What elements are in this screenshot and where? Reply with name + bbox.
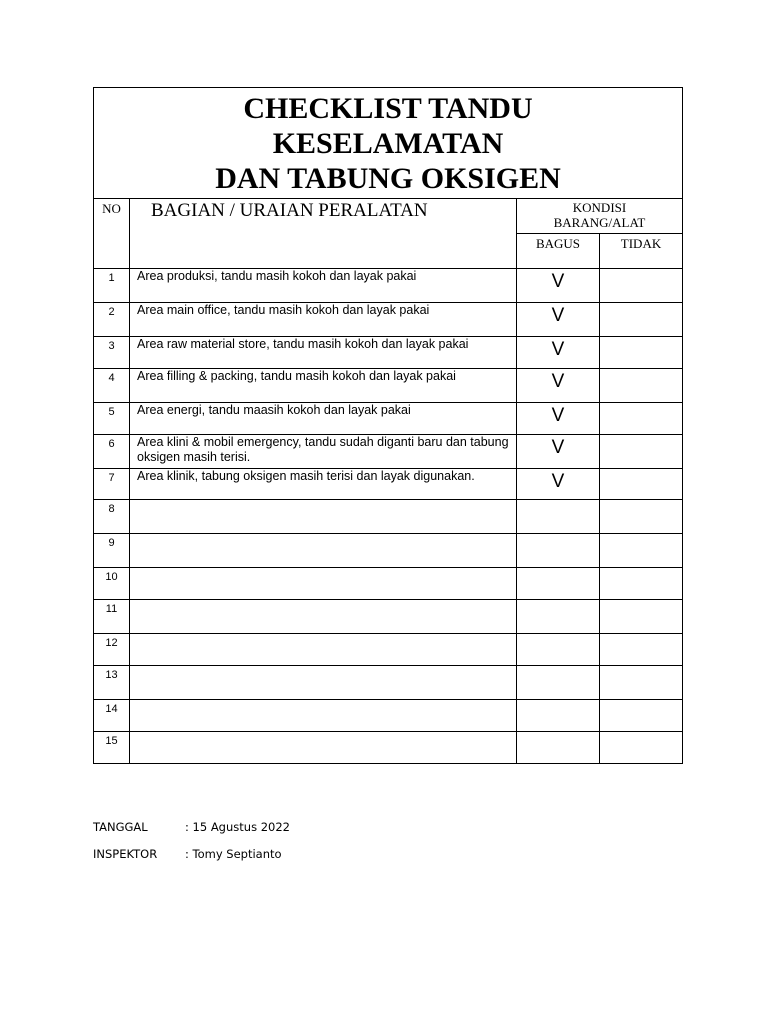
table-row [94, 732, 683, 764]
header-not-good: TIDAK [600, 234, 683, 269]
row-number: 3 [94, 337, 130, 369]
row-good-mark [517, 600, 600, 634]
header-condition-line-2: BARANG/ALAT [553, 215, 646, 230]
row-description: Area filling & packing, tandu masih kokoh dan layak pakai [130, 369, 517, 403]
table-row [94, 568, 683, 600]
row-number: 10 [94, 568, 130, 600]
row-number: 4 [94, 369, 130, 403]
table-row [94, 666, 683, 700]
inspector-label: INSPEKTOR [93, 847, 158, 861]
row-not-good-mark [600, 666, 683, 700]
row-description [130, 700, 517, 732]
row-number: 1 [94, 269, 130, 303]
title-line-3: DAN TABUNG OKSIGEN [215, 161, 561, 195]
row-good-mark [517, 500, 600, 534]
inspector-value: : Tomy Septianto [185, 847, 282, 861]
row-good-mark [517, 732, 600, 764]
table-row [94, 303, 683, 337]
checklist-table [93, 87, 683, 764]
row-description [130, 732, 517, 764]
header-description: BAGIAN / URAIAN PERALATAN [130, 199, 517, 269]
row-number: 8 [94, 500, 130, 534]
row-not-good-mark [600, 732, 683, 764]
row-good-mark [517, 534, 600, 568]
title-line-2: KESELAMATAN [272, 126, 504, 160]
table-row [94, 435, 683, 469]
row-not-good-mark [600, 568, 683, 600]
row-not-good-mark [600, 469, 683, 500]
table-row [94, 700, 683, 732]
row-not-good-mark [600, 269, 683, 303]
row-number: 15 [94, 732, 130, 764]
title-row [94, 88, 683, 199]
row-good-mark [517, 700, 600, 732]
row-description: Area raw material store, tandu masih kokoh dan layak pakai [130, 337, 517, 369]
row-description [130, 500, 517, 534]
row-not-good-mark [600, 700, 683, 732]
row-good-mark [517, 568, 600, 600]
row-number: 2 [94, 303, 130, 337]
checklist-rows [94, 269, 683, 764]
row-not-good-mark [600, 600, 683, 634]
table-row [94, 369, 683, 403]
title-line-1: CHECKLIST TANDU [243, 91, 533, 125]
row-good-mark: V [517, 303, 600, 337]
row-good-mark: V [517, 337, 600, 369]
table-row [94, 600, 683, 634]
header-no: NO [94, 199, 130, 269]
row-number: 9 [94, 534, 130, 568]
row-description [130, 534, 517, 568]
header-condition-line-1: KONDISI [572, 200, 627, 215]
row-not-good-mark [600, 534, 683, 568]
row-not-good-mark [600, 337, 683, 369]
row-not-good-mark [600, 369, 683, 403]
row-number: 7 [94, 469, 130, 500]
row-description [130, 634, 517, 666]
row-good-mark [517, 666, 600, 700]
row-good-mark: V [517, 369, 600, 403]
table-row [94, 337, 683, 369]
header-condition [517, 199, 683, 234]
row-number: 5 [94, 403, 130, 435]
row-description [130, 568, 517, 600]
row-good-mark: V [517, 435, 600, 469]
row-not-good-mark [600, 403, 683, 435]
row-description: Area main office, tandu masih kokoh dan layak pakai [130, 303, 517, 337]
table-row [94, 269, 683, 303]
row-description [130, 600, 517, 634]
table-row [94, 634, 683, 666]
table-row [94, 469, 683, 500]
row-good-mark: V [517, 403, 600, 435]
table-row [94, 500, 683, 534]
row-description [130, 666, 517, 700]
row-not-good-mark [600, 435, 683, 469]
row-not-good-mark [600, 303, 683, 337]
date-value: : 15 Agustus 2022 [185, 820, 290, 834]
document-title [94, 88, 683, 199]
row-number: 13 [94, 666, 130, 700]
table-row [94, 534, 683, 568]
row-good-mark: V [517, 269, 600, 303]
row-description: Area klinik, tabung oksigen masih terisi dan layak digunakan. [130, 469, 517, 500]
header-row [94, 199, 683, 234]
header-good: BAGUS [517, 234, 600, 269]
row-description: Area produksi, tandu masih kokoh dan layak pakai [130, 269, 517, 303]
row-number: 12 [94, 634, 130, 666]
table-row [94, 403, 683, 435]
row-not-good-mark [600, 500, 683, 534]
row-number: 14 [94, 700, 130, 732]
row-description: Area klini & mobil emergency, tandu sudah diganti baru dan tabung oksigen masih terisi. [130, 435, 517, 469]
row-number: 11 [94, 600, 130, 634]
row-not-good-mark [600, 634, 683, 666]
row-good-mark [517, 634, 600, 666]
row-good-mark: V [517, 469, 600, 500]
row-description: Area energi, tandu maasih kokoh dan layak pakai [130, 403, 517, 435]
date-label: TANGGAL [93, 820, 148, 834]
row-number: 6 [94, 435, 130, 469]
